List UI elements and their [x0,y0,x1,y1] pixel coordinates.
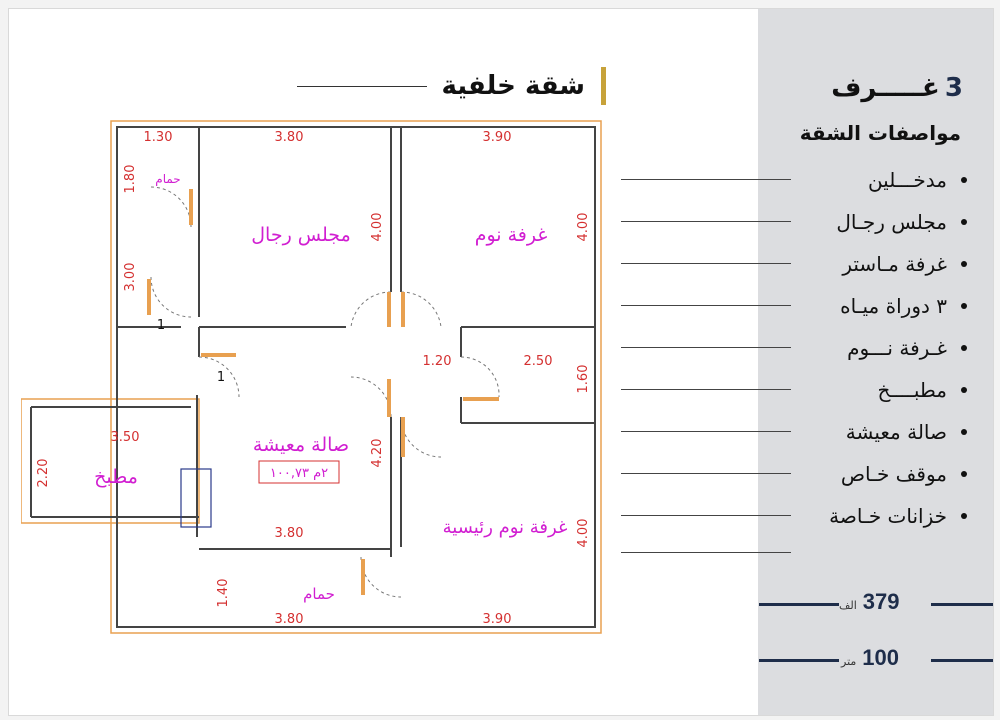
dim-label: 4.00 [576,518,591,548]
dim-label: 3.80 [274,130,304,145]
spec-item [769,201,969,243]
bullet-icon [961,387,967,393]
dim-label: 3.90 [482,130,512,145]
bullet-icon [961,219,967,225]
spec-label: صالة معيشة [845,420,947,444]
dim-label: 2.50 [523,354,553,369]
specs-list [769,159,969,537]
living-area-label: ٢م ١٠٠,٧٣ [269,466,329,481]
area-value: 100 [862,645,899,670]
spec-label: مدخـــلين [867,168,947,192]
page-title: شقة خلفية [441,71,585,101]
spec-label: غـرفة نـــوم [847,336,947,360]
specs-title: مواصفات الشقة [799,121,961,145]
price-bar-left [759,603,839,606]
bullet-icon [961,177,967,183]
spec-label: ٣ دوراة ميـاه [840,294,947,318]
spec-connector-line [621,552,791,553]
spec-item [769,495,969,537]
title-underline [297,86,427,87]
spec-item [769,285,969,327]
spec-connector-line [621,263,791,264]
bullet-icon [961,513,967,519]
area-bar-left [759,659,839,662]
price-bar-right [931,603,993,606]
dim-label: 1.60 [576,364,591,394]
bullet-icon [961,261,967,267]
spec-label: مطبــــخ [877,378,947,402]
spec-label: غرفة مـاستر [842,252,947,276]
spec-item [769,327,969,369]
bullet-icon [961,471,967,477]
spec-item [769,453,969,495]
dim-label: 4.00 [576,212,591,242]
room-labels [94,172,567,603]
title-block [441,67,606,105]
dim-label: 2.20 [36,458,51,488]
floor-plan [21,117,611,637]
spec-item [769,159,969,201]
spec-connector-line [621,347,791,348]
price-value: 379 [862,589,900,614]
room-label-living: صالة معيشة [252,434,350,456]
bullet-icon [961,303,967,309]
interior-walls [31,127,595,627]
spec-connector-line [621,515,791,516]
room-label-kitchen: مطبخ [94,466,138,488]
spec-connector-line [621,431,791,432]
area-bar-right [931,659,993,662]
spec-item [769,243,969,285]
dim-label: 3.80 [274,612,304,627]
spec-item [769,411,969,453]
spec-item [769,369,969,411]
dim-label: 1.40 [216,578,231,608]
outer-wall-outline [21,121,601,633]
price [839,589,900,615]
room-label-bathroom: حمام [155,172,181,186]
room-label-master: غرفة نوم رئيسية [442,517,568,538]
room-label-bathroom-bottom: حمام [303,585,335,603]
spec-label: خزانات خـاصة [829,504,947,528]
rooms-word: غـــــرف [831,73,940,103]
spec-label: موقف خـاص [840,462,947,486]
rooms-count [831,73,963,103]
spec-connector-line [621,221,791,222]
bullet-icon [961,345,967,351]
room-label-bedroom: غرفة نوم [474,224,548,246]
dim-label: 3.80 [274,526,304,541]
dim-label: 3.50 [110,430,140,445]
dim-label: 1.20 [422,354,452,369]
entrance-label: 1 [216,370,226,385]
spec-connector-line [621,389,791,390]
dim-label: 1.30 [143,130,173,145]
spec-connector-line [621,473,791,474]
title-accent-bar [601,67,606,105]
brochure-page [8,8,994,716]
dim-label: 3.90 [482,612,512,627]
bullet-icon [961,429,967,435]
dim-label: 4.00 [370,212,385,242]
entrance-label: 1 [156,318,166,333]
spec-connector-line [621,305,791,306]
price-unit: الف [839,599,857,612]
dim-label: 3.00 [123,262,138,292]
entrance-markers [157,318,225,385]
dim-label: 1.80 [123,164,138,194]
rooms-number: 3 [944,73,963,103]
area-unit: متر [841,655,857,668]
spec-connector-line [621,179,791,180]
spec-label: مجلس رجـال [836,210,947,234]
dim-label: 4.20 [370,438,385,468]
area [841,645,899,671]
room-label-majlis: مجلس رجال [251,224,351,246]
dimension-labels [36,130,591,627]
